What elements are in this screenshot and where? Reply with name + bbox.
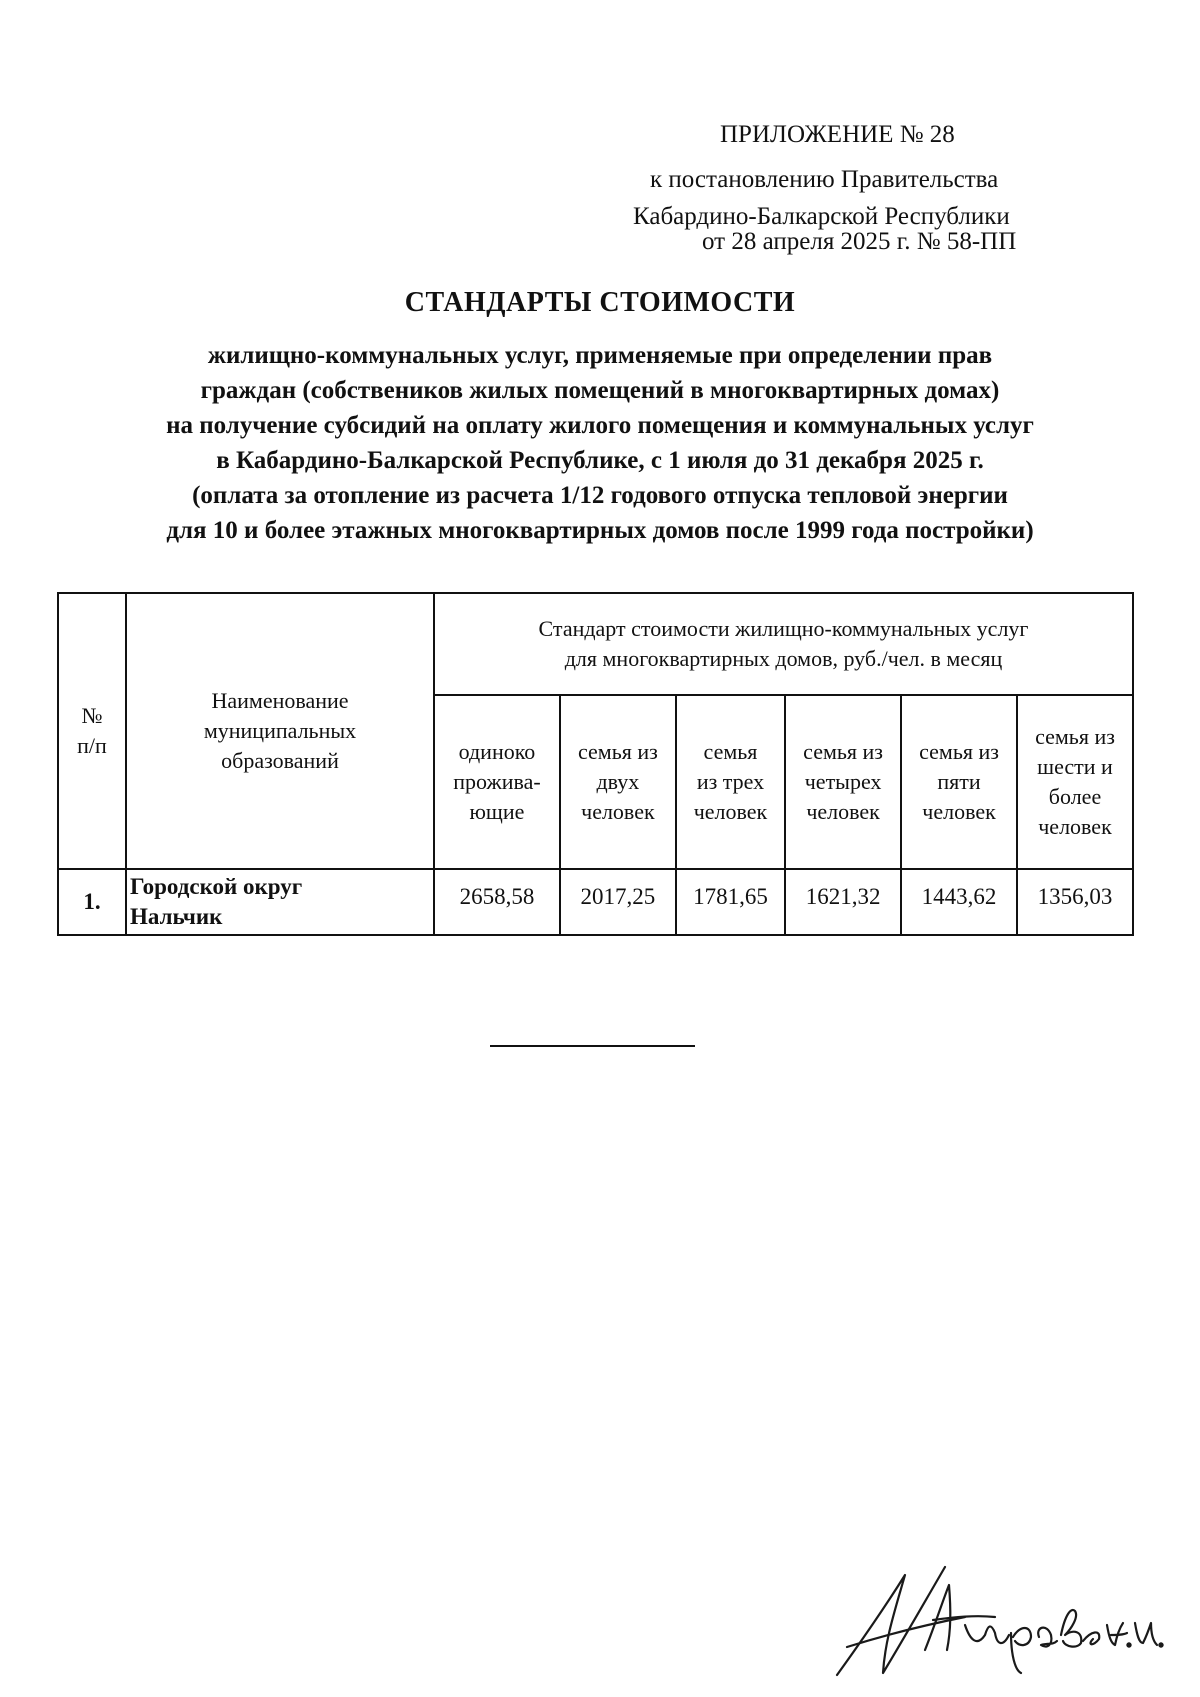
subtitle-line: жилищно-коммунальных услуг, применяемые при определении прав	[207, 342, 993, 369]
subtitle-line: на получение субсидий на оплату жилого помещения и коммунальных услуг	[166, 412, 1034, 439]
header-line: двух	[596, 769, 640, 794]
header-line: семья из	[919, 739, 999, 764]
header-standard-group	[434, 593, 1133, 695]
header-family-3	[676, 695, 785, 869]
value-family-4: 1621,32	[785, 869, 901, 935]
header-line: ющие	[469, 799, 525, 824]
header-line: человек	[806, 799, 880, 824]
header-family-5	[901, 695, 1017, 869]
header-line: семья	[703, 739, 758, 764]
header-group-line: Стандарт стоимости жилищно-коммунальных услуг	[538, 616, 1029, 641]
header-number	[58, 593, 126, 869]
document-subtitle	[60, 338, 1140, 548]
document-title: СТАНДАРТЫ СТОИМОСТИ	[404, 287, 796, 318]
header-line: человек	[1038, 814, 1112, 839]
value-family-3: 1781,65	[676, 869, 785, 935]
header-line: семья из	[1035, 724, 1115, 749]
header-family-2	[560, 695, 676, 869]
row-municipality-line: Городской округ	[130, 874, 303, 899]
header-municipality-line: Наименование	[211, 688, 349, 713]
header-line: человек	[581, 799, 655, 824]
appendix-block	[590, 120, 1110, 256]
row-municipality	[126, 869, 434, 935]
header-family-4	[785, 695, 901, 869]
subtitle-line: в Кабардино-Балкарской Республике, с 1 июля до 31 декабря 2025 г.	[216, 447, 984, 474]
header-single	[434, 695, 560, 869]
header-municipality-line: образований	[221, 748, 339, 773]
header-line: человек	[922, 799, 996, 824]
appendix-line-2: Кабардино-Балкарской Республики	[633, 203, 1010, 230]
header-number-line: п/п	[77, 733, 107, 758]
header-line: семья из	[803, 739, 883, 764]
header-line: прожива-	[453, 769, 541, 794]
appendix-title: ПРИЛОЖЕНИЕ № 28	[720, 121, 955, 148]
value-family-5: 1443,62	[901, 869, 1017, 935]
header-line: более	[1048, 784, 1102, 809]
header-line: четырех	[804, 769, 882, 794]
header-line: пяти	[937, 769, 981, 794]
subtitle-line: для 10 и более этажных многоквартирных домов после 1999 года постройки)	[166, 517, 1034, 544]
appendix-line-3: от 28 апреля 2025 г. № 58-ПП	[702, 228, 1017, 255]
subtitle-line: (оплата за отопление из расчета 1/12 годового отпуска тепловой энергии	[192, 482, 1008, 509]
end-divider	[490, 1045, 695, 1047]
standards-table	[57, 592, 1134, 936]
header-line: шести и	[1037, 754, 1113, 779]
value-family-2: 2017,25	[560, 869, 676, 935]
value-family-6plus: 1356,03	[1017, 869, 1133, 935]
header-line: из трех	[696, 769, 765, 794]
handwritten-signature	[825, 1555, 1165, 1685]
header-municipality	[126, 593, 434, 869]
value-single: 2658,58	[434, 869, 560, 935]
header-line: одиноко	[458, 739, 536, 764]
table-row	[58, 869, 1133, 935]
row-municipality-line: Нальчик	[130, 904, 223, 929]
header-number-line: №	[81, 703, 103, 728]
header-line: человек	[693, 799, 768, 824]
header-municipality-line: муниципальных	[203, 718, 357, 743]
header-family-6plus	[1017, 695, 1133, 869]
appendix-line-1: к постановлению Правительства	[650, 166, 999, 193]
header-group-line: для многоквартирных домов, руб./чел. в месяц	[564, 646, 1003, 671]
subtitle-line: граждан (собствеников жилых помещений в многоквартирных домах)	[200, 377, 1000, 404]
row-number: 1.	[58, 869, 126, 935]
header-line: семья из	[577, 739, 658, 764]
